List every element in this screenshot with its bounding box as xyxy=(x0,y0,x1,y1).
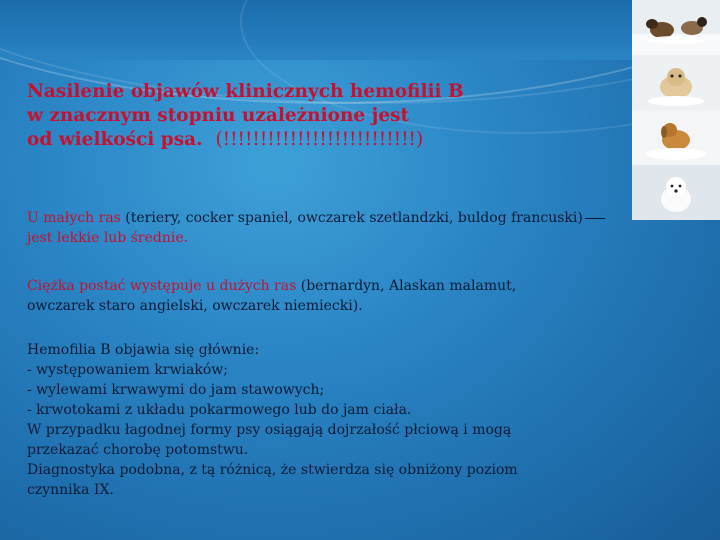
title-exclamation-marks: (!!!!!!!!!!!!!!!!!!!!!!!!!!) xyxy=(215,129,424,150)
symptoms-line: - krwotokami z układu pokarmowego lub do jam ciała. xyxy=(27,402,412,418)
symptoms-line: W przypadku łagodnej formy psy osiągają dojrzałość płciową i mogą xyxy=(27,422,512,438)
symptoms-line: Hemofilia B objawia się głównie: xyxy=(27,342,260,358)
dog-photo-2 xyxy=(632,55,720,110)
text-dash xyxy=(585,218,605,219)
large-breeds-list: (bernardyn, Alaskan malamut, xyxy=(296,278,517,294)
dog-photo-3 xyxy=(632,110,720,165)
title-line-2: w znacznym stopniu uzależnione jest xyxy=(27,105,410,126)
dog-photo-strip xyxy=(632,0,720,220)
symptoms-line: Diagnostyka podobna, z tą różnicą, że stwierdza się obniżony poziom xyxy=(27,462,518,478)
small-breeds-paragraph xyxy=(27,208,707,248)
large-breeds-line-2: owczarek staro angielski, owczarek niemiecki). xyxy=(27,298,363,314)
symptoms-line: czynnika IX. xyxy=(27,482,114,498)
symptoms-paragraph xyxy=(27,340,707,500)
large-breeds-lead: Ciężka postać występuje u dużych ras xyxy=(27,278,297,294)
small-breeds-lead: U małych ras xyxy=(27,210,121,226)
title-line-1: Nasilenie objawów klinicznych hemofilii B xyxy=(27,81,464,102)
small-breeds-line-1 xyxy=(27,208,707,228)
dog-photo-1 xyxy=(632,0,720,55)
small-breeds-list: (teriery, cocker spaniel, owczarek szetlandzki, buldog francuski) xyxy=(120,210,583,226)
title-line-3 xyxy=(27,128,607,152)
symptoms-line: przekazać chorobę potomstwu. xyxy=(27,442,249,458)
symptoms-line: - wylewami krwawymi do jam stawowych; xyxy=(27,382,325,398)
small-breeds-line-2: jest lekkie lub średnie. xyxy=(27,230,189,246)
large-breeds-line-1 xyxy=(27,276,707,296)
title-line-3-main: od wielkości psa. xyxy=(27,129,203,150)
large-breeds-paragraph xyxy=(27,276,707,316)
symptoms-line: - występowaniem krwiaków; xyxy=(27,362,228,378)
slide-title xyxy=(27,80,607,152)
